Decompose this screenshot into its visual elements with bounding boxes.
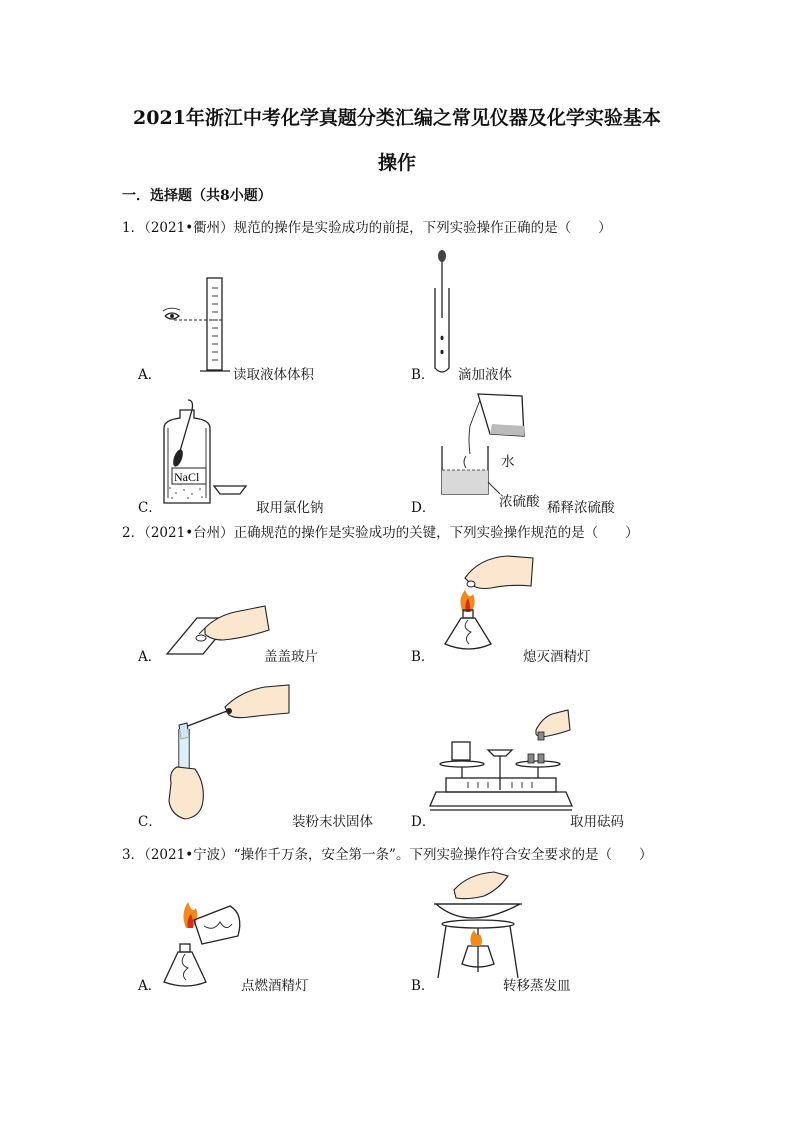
q2-option-d-letter[interactable]: D． xyxy=(411,814,436,830)
q2-option-d-caption: 取用砝码 xyxy=(570,814,624,830)
q3-option-a-caption: 点燃酒精灯 xyxy=(241,978,309,994)
question-3-stem: 3．（2021•宁波）“操作千万条，安全第一条”。下列实验操作符合安全要求的是（ ） xyxy=(122,847,653,863)
q1-option-c-caption: 取用氯化钠 xyxy=(256,500,324,516)
q3-option-b-evaporating-dish-illustration xyxy=(428,868,538,988)
q2-option-c-caption: 装粉末状固体 xyxy=(292,814,373,830)
q1-option-c-letter[interactable]: C． xyxy=(138,500,162,516)
q1-option-b-dropper-test-tube-illustration xyxy=(425,248,465,378)
q1-option-d-water-label: 水 xyxy=(501,454,515,470)
q1-option-a-letter[interactable]: A． xyxy=(138,367,162,383)
q1-option-d-acid-label: 浓硫酸 xyxy=(499,494,540,510)
q1-option-a-caption: 读取液体体积 xyxy=(233,367,314,383)
q2-option-b-extinguish-lamp-illustration xyxy=(435,554,535,658)
q2-option-d-balance-illustration xyxy=(428,706,578,826)
q3-option-a-lamp-lighting-illustration xyxy=(160,892,250,992)
q2-option-b-letter[interactable]: B． xyxy=(411,649,435,665)
q1-option-a-graduated-cylinder-illustration xyxy=(160,276,240,376)
q1-option-d-letter[interactable]: D． xyxy=(411,500,436,516)
q1-option-c-nacl-label: NaCl xyxy=(174,470,200,484)
q1-option-d-caption: 稀释浓硫酸 xyxy=(547,500,615,516)
q2-option-a-letter[interactable]: A． xyxy=(138,649,162,665)
page-title-line1: 2021年浙江中考化学真题分类汇编之常见仪器及化学实验基本 xyxy=(133,107,661,129)
question-1-stem: 1．（2021•衢州）规范的操作是实验成功的前提，下列实验操作正确的是（ ） xyxy=(122,220,612,236)
q2-option-a-caption: 盖盖玻片 xyxy=(264,649,318,665)
q2-option-c-letter[interactable]: C． xyxy=(138,814,162,830)
q1-option-b-letter[interactable]: B． xyxy=(411,367,435,383)
q2-option-b-caption: 熄灭酒精灯 xyxy=(523,649,591,665)
section-heading: 一．选择题（共8小题） xyxy=(122,188,272,204)
q3-option-b-letter[interactable]: B． xyxy=(411,978,435,994)
q3-option-b-caption: 转移蒸发皿 xyxy=(503,978,571,994)
q2-option-a-cover-slip-illustration xyxy=(165,598,275,668)
question-2-stem: 2．（2021•台州）正确规范的操作是实验成功的关键，下列实验操作规范的是（ ） xyxy=(122,525,639,541)
q3-option-a-letter[interactable]: A． xyxy=(138,978,162,994)
q1-option-c-reagent-bottle-illustration xyxy=(158,398,258,508)
q1-option-b-caption: 滴加液体 xyxy=(458,367,512,383)
q2-option-c-powder-tube-illustration xyxy=(165,683,295,823)
page-title-line2: 操作 xyxy=(377,152,416,174)
